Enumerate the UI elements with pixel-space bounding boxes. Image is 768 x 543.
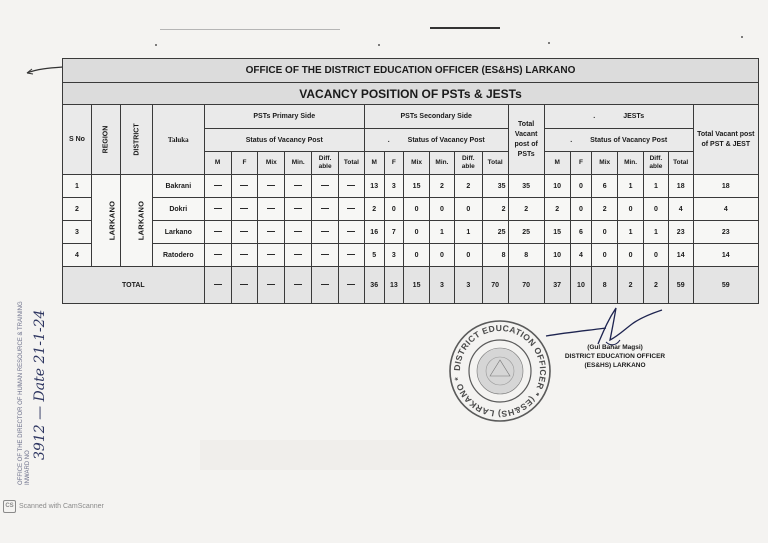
cell-jest-mix: 0 (592, 221, 618, 244)
cell-sec-diff: 0 (454, 198, 482, 221)
header-status-primary: Status of Vacancy Post (204, 129, 364, 152)
cell-sec-min: 2 (430, 175, 455, 198)
cell-sno: 3 (63, 221, 92, 244)
subheader-diff: Diff. able (643, 152, 668, 175)
cell-sec-mix: 15 (404, 175, 430, 198)
cell-primary-total (339, 221, 365, 244)
total-sec-total: 70 (482, 267, 508, 304)
inward-stamp-label: INWARD NO (25, 450, 31, 485)
inward-handwritten-number: 3912 — Date 21-1-24 (32, 309, 48, 460)
cell-jest-total: 4 (668, 198, 693, 221)
subheader-f: F (384, 152, 404, 175)
total-jest-f: 10 (570, 267, 592, 304)
total-jest-mix: 8 (592, 267, 618, 304)
inward-stamp-office: OFFICE OF THE DIRECTOR OF HUMAN RESOURCE & TRAINING (18, 301, 24, 485)
header-total-vacant-pst: Total Vacant post of PSTs (508, 105, 544, 175)
dash-mark (240, 185, 248, 187)
dash-mark (321, 185, 329, 187)
header-region-text: REGION (102, 125, 110, 154)
cell-pst-total: 2 (508, 198, 544, 221)
total-jest-m: 37 (544, 267, 570, 304)
total-label: TOTAL (63, 267, 205, 304)
dash-mark (347, 254, 355, 256)
subheader-f: F (570, 152, 592, 175)
cell-district-text: LARKANO (136, 200, 146, 241)
dash-mark (267, 208, 275, 210)
cell-sno: 4 (63, 244, 92, 267)
camscanner-watermark (3, 500, 104, 513)
cell-jest-mix: 2 (592, 198, 618, 221)
dash-mark (294, 208, 302, 210)
cell-jest-min: 0 (618, 198, 644, 221)
dash-mark (321, 254, 329, 256)
cell-sec-m: 5 (364, 244, 384, 267)
dash-mark (214, 254, 222, 256)
cell-primary-min (285, 175, 312, 198)
cell-primary-diff (312, 175, 339, 198)
table-row (63, 175, 759, 198)
header-status-jests-text: Status of Vacancy Post (590, 136, 668, 144)
cell-sec-f: 0 (384, 198, 404, 221)
total-jest-total: 59 (668, 267, 693, 304)
cell-jest-total: 18 (668, 175, 693, 198)
bleed-through-shadow (200, 440, 560, 470)
official-seal (445, 316, 555, 426)
subheader-min: Min. (430, 152, 455, 175)
subheader-total: Total (668, 152, 693, 175)
cell-jest-f: 0 (570, 198, 592, 221)
table-row (63, 198, 759, 221)
cell-primary-total (339, 175, 365, 198)
subheader-min: Min. (285, 152, 312, 175)
header-district (120, 105, 152, 175)
dash-mark (321, 208, 329, 210)
cell-primary-m (204, 244, 231, 267)
subheader-min: Min. (618, 152, 644, 175)
total-pst-total: 70 (508, 267, 544, 304)
total-jest-min: 2 (618, 267, 644, 304)
cell-primary-f (231, 267, 258, 304)
cell-jest-m: 10 (544, 175, 570, 198)
header-status-jests (544, 129, 693, 152)
cell-primary-min (285, 244, 312, 267)
cell-jest-diff: 0 (643, 244, 668, 267)
dash-mark (214, 284, 222, 286)
header-jests-text: JESTs (623, 113, 645, 120)
total-jest-diff: 2 (643, 267, 668, 304)
seal-ring-text: DISTRICT EDUCATION OFFICER * (ES&HS) LARKANO * (451, 322, 549, 420)
cell-sec-mix: 0 (404, 244, 430, 267)
scan-speck (378, 44, 380, 46)
camscanner-logo-icon: CS (3, 500, 16, 513)
scan-top-line (430, 27, 500, 29)
table-row (63, 221, 759, 244)
subheader-diff: Diff. able (454, 152, 482, 175)
subheader-f: F (231, 152, 258, 175)
cell-primary-total (339, 198, 365, 221)
cell-jest-total: 23 (668, 221, 693, 244)
cell-sno: 2 (63, 198, 92, 221)
cell-district (120, 175, 152, 267)
cell-sec-total: 25 (482, 221, 508, 244)
cell-jest-m: 15 (544, 221, 570, 244)
signatory-designation: DISTRICT EDUCATION OFFICER (564, 353, 666, 360)
cell-taluka: Larkano (152, 221, 204, 244)
cell-primary-m (204, 221, 231, 244)
cell-primary-diff (312, 221, 339, 244)
cell-sec-f: 3 (384, 244, 404, 267)
dash-mark (214, 231, 222, 233)
dash-mark (347, 284, 355, 286)
total-sec-f: 13 (384, 267, 404, 304)
cell-sec-min: 1 (430, 221, 455, 244)
cell-sec-total: 8 (482, 244, 508, 267)
cell-taluka: Dokri (152, 198, 204, 221)
cell-primary-min (285, 267, 312, 304)
dash-mark (267, 284, 275, 286)
header-region (91, 105, 120, 175)
cell-primary-f (231, 244, 258, 267)
cell-primary-mix (258, 221, 285, 244)
dash-mark (321, 231, 329, 233)
subheader-total: Total (482, 152, 508, 175)
header-sno: S No (63, 105, 92, 175)
dash-mark (294, 284, 302, 286)
cell-primary-total (339, 244, 365, 267)
dash-mark (294, 254, 302, 256)
signatory-name: (Gul Bahar Magsi) (587, 344, 643, 351)
cell-primary-mix (258, 175, 285, 198)
cell-jest-diff: 0 (643, 198, 668, 221)
cell-jest-min: 0 (618, 244, 644, 267)
subheader-m: M (544, 152, 570, 175)
cell-sec-m: 13 (364, 175, 384, 198)
cell-pst-total: 35 (508, 175, 544, 198)
header-taluka: Taluka (152, 105, 204, 175)
table-row (63, 244, 759, 267)
dash-mark (240, 231, 248, 233)
cell-primary-diff (312, 244, 339, 267)
cell-primary-mix (258, 267, 285, 304)
cell-sec-diff: 0 (454, 244, 482, 267)
header-district-text: DISTRICT (133, 123, 141, 156)
dash-mark (347, 208, 355, 210)
subheader-mix: Mix (258, 152, 285, 175)
total-sec-m: 36 (364, 267, 384, 304)
office-title: OFFICE OF THE DISTRICT EDUCATION OFFICER (ES&HS) LARKANO (63, 59, 759, 83)
cell-primary-diff (312, 267, 339, 304)
vacancy-table (62, 58, 759, 304)
scan-speck (155, 44, 157, 46)
cell-sec-mix: 0 (404, 221, 430, 244)
cell-primary-f (231, 175, 258, 198)
dash-mark (240, 254, 248, 256)
cell-jest-diff: 1 (643, 221, 668, 244)
cell-primary-m (204, 267, 231, 304)
total-row (63, 267, 759, 304)
cell-jest-m: 10 (544, 244, 570, 267)
cell-primary-mix (258, 244, 285, 267)
total-sec-mix: 15 (404, 267, 430, 304)
signatory-office: (ES&HS) LARKANO (584, 362, 646, 369)
dash-mark (294, 185, 302, 187)
cell-taluka: Bakrani (152, 175, 204, 198)
cell-taluka: Ratodero (152, 244, 204, 267)
scan-speck (741, 36, 743, 38)
subheader-diff: Diff. able (312, 152, 339, 175)
cell-pst-total: 8 (508, 244, 544, 267)
dash-mark (267, 185, 275, 187)
scan-speck (548, 42, 550, 44)
scan-top-faint-line (160, 29, 340, 30)
dash-mark (347, 185, 355, 187)
total-grand: 59 (693, 267, 758, 304)
cell-sec-total: 2 (482, 198, 508, 221)
cell-primary-m (204, 175, 231, 198)
cell-grand-total: 18 (693, 175, 758, 198)
subheader-m: M (364, 152, 384, 175)
header-status-secondary (364, 129, 508, 152)
dash-mark (267, 254, 275, 256)
dash-mark (267, 231, 275, 233)
cell-sec-m: 2 (364, 198, 384, 221)
cell-jest-mix: 0 (592, 244, 618, 267)
header-status-secondary-text: Status of Vacancy Post (407, 136, 485, 144)
camscanner-text: Scanned with CamScanner (19, 503, 104, 510)
cell-jest-f: 4 (570, 244, 592, 267)
cell-grand-total: 23 (693, 221, 758, 244)
cell-jest-f: 0 (570, 175, 592, 198)
cell-sec-total: 35 (482, 175, 508, 198)
dash-mark (214, 185, 222, 187)
cell-primary-m (204, 198, 231, 221)
table-subtitle: VACANCY POSITION OF PSTs & JESTs (63, 83, 759, 105)
cell-grand-total: 4 (693, 198, 758, 221)
dash-mark (321, 284, 329, 286)
cell-region-text: LARKANO (107, 200, 117, 241)
cell-primary-total (339, 267, 365, 304)
cell-jest-m: 2 (544, 198, 570, 221)
cell-grand-total: 14 (693, 244, 758, 267)
cell-sec-f: 3 (384, 175, 404, 198)
dash-mark (347, 231, 355, 233)
header-status-jests-dot: . (570, 136, 573, 144)
total-sec-diff: 3 (454, 267, 482, 304)
seal-graphic (445, 316, 555, 426)
dash-mark (214, 208, 222, 210)
cell-pst-total: 25 (508, 221, 544, 244)
cell-primary-diff (312, 198, 339, 221)
dash-mark (240, 284, 248, 286)
cell-primary-f (231, 221, 258, 244)
dash-mark (294, 231, 302, 233)
header-pst-secondary: PSTs Secondary Side (364, 105, 508, 129)
header-pst-primary: PSTs Primary Side (204, 105, 364, 129)
cell-sno: 1 (63, 175, 92, 198)
header-status-secondary-dot: . (387, 136, 390, 144)
subheader-mix: Mix (404, 152, 430, 175)
cell-jest-mix: 6 (592, 175, 618, 198)
dash-mark (240, 208, 248, 210)
total-sec-min: 3 (430, 267, 455, 304)
cell-primary-min (285, 198, 312, 221)
cell-jest-total: 14 (668, 244, 693, 267)
cell-primary-f (231, 198, 258, 221)
cell-sec-f: 7 (384, 221, 404, 244)
cell-sec-m: 16 (364, 221, 384, 244)
subheader-mix: Mix (592, 152, 618, 175)
header-total-vacant-all: Total Vacant post of PST & JEST (693, 105, 758, 175)
subheader-total: Total (339, 152, 365, 175)
cell-primary-min (285, 221, 312, 244)
cell-sec-mix: 0 (404, 198, 430, 221)
cell-sec-diff: 2 (454, 175, 482, 198)
cell-primary-mix (258, 198, 285, 221)
cell-region (91, 175, 120, 267)
cell-jest-f: 6 (570, 221, 592, 244)
header-jests (544, 105, 693, 129)
margin-arrow-mark (25, 63, 65, 77)
header-jests-dot: . (593, 113, 596, 120)
cell-jest-min: 1 (618, 175, 644, 198)
signature-block (555, 343, 675, 370)
cell-jest-diff: 1 (643, 175, 668, 198)
cell-sec-min: 0 (430, 198, 455, 221)
subheader-m: M (204, 152, 231, 175)
cell-sec-diff: 1 (454, 221, 482, 244)
cell-jest-min: 1 (618, 221, 644, 244)
cell-sec-min: 0 (430, 244, 455, 267)
